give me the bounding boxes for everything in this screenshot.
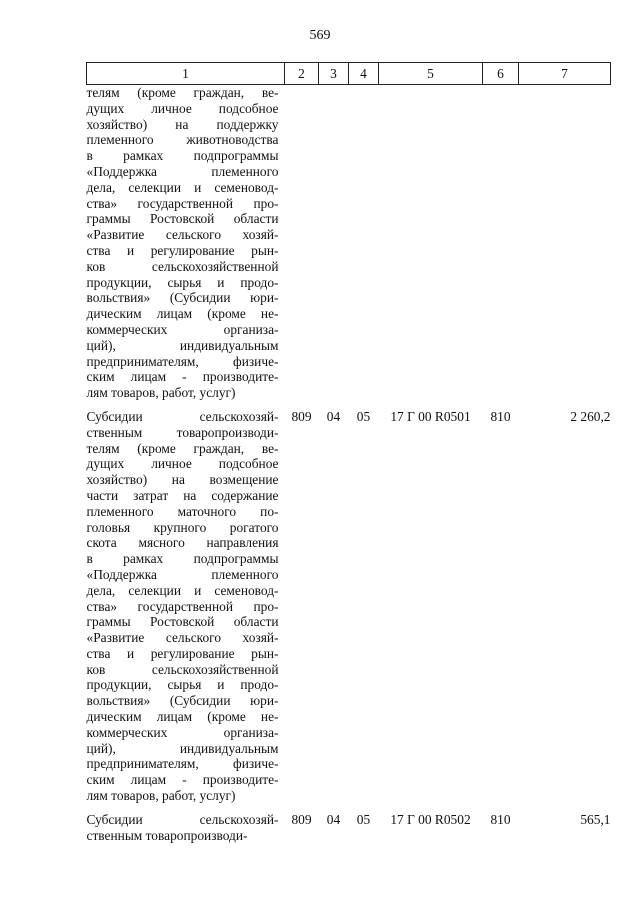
description-line: граммы Ростовской области	[86, 211, 279, 227]
cell-ministry-code	[285, 85, 319, 401]
table-row	[87, 804, 611, 844]
description-line: «Поддержка племенного	[86, 566, 279, 582]
description-line: телям (кроме граждан, ве-	[86, 440, 279, 456]
description-line: ства и регулирование рын-	[86, 242, 279, 258]
row-description	[87, 401, 285, 804]
description-line: хозяйство) на поддержку	[86, 116, 279, 132]
description-line: ским лицам - производите-	[86, 369, 279, 385]
header-col-2: 2	[285, 63, 319, 85]
header-col-7: 7	[519, 63, 611, 85]
header-col-3: 3	[319, 63, 349, 85]
description-line: лям товаров, работ, услуг)	[86, 385, 236, 401]
description-line: коммерческих организа-	[86, 724, 279, 740]
cell-target-article: 17 Г 00 R0501	[390, 408, 471, 424]
description-line: предпринимателям, физиче-	[86, 353, 279, 369]
cell-subsection: 05	[356, 811, 371, 827]
header-col-4: 4	[349, 63, 379, 85]
description-line: ства» государственной про-	[86, 195, 279, 211]
cell-ministry-code: 809	[291, 811, 312, 827]
description-line: ским лицам - производите-	[86, 772, 279, 788]
description-line: ций), индивидуальным	[86, 337, 279, 353]
cell-subsection: 05	[356, 408, 371, 424]
cell-amount: 2 260,2	[570, 408, 611, 424]
row-description	[87, 804, 285, 844]
description-line: Субсидии сельскохозяй-	[86, 811, 279, 827]
cell-amount: 565,1	[580, 811, 611, 827]
page-number: 569	[309, 28, 331, 43]
cell-expense-type: 810	[490, 811, 511, 827]
header-row	[87, 63, 611, 85]
description-line: лям товаров, работ, услуг)	[86, 788, 236, 804]
description-line: ков сельскохозяйственной	[86, 661, 279, 677]
header-col-5: 5	[379, 63, 483, 85]
description-line: продукции, сырья и продо-	[86, 677, 279, 693]
cell-expense-type	[483, 85, 519, 401]
description-line: вольствия» (Субсидии юри-	[86, 693, 279, 709]
description-line: телям (кроме граждан, ве-	[86, 85, 279, 100]
description-line: граммы Ростовской области	[86, 614, 279, 630]
description-line: ций), индивидуальным	[86, 740, 279, 756]
description-line: ственным товаропроизводи-	[86, 424, 279, 440]
cell-section	[319, 85, 349, 401]
description-line: ков сельскохозяйственной	[86, 258, 279, 274]
description-line: головья крупного рогатого	[86, 519, 279, 535]
description-line: части затрат на содержание	[86, 487, 279, 503]
description-line: предпринимателям, физиче-	[86, 756, 279, 772]
description-line: дела, селекции и семеновод-	[86, 179, 279, 195]
description-line: коммерческих организа-	[86, 321, 279, 337]
description-line: в рамках подпрограммы	[86, 148, 279, 164]
description-line: племенного маточного по-	[86, 503, 279, 519]
description-line: дела, селекции и семеновод-	[86, 582, 279, 598]
description-line: дущих личное подсобное	[86, 100, 279, 116]
description-line: «Поддержка племенного	[86, 163, 279, 179]
description-line: ственным товаропроизводи-	[86, 827, 248, 843]
description-line: Субсидии сельскохозяй-	[86, 408, 279, 424]
description-line: в рамках подпрограммы	[86, 551, 279, 567]
cell-subsection	[349, 85, 379, 401]
budget-table	[86, 62, 611, 843]
row-description	[87, 85, 285, 401]
description-line: хозяйство) на возмещение	[86, 472, 279, 488]
header-col-1: 1	[87, 63, 285, 85]
cell-ministry-code: 809	[291, 408, 312, 424]
description-line: племенного животноводства	[86, 132, 279, 148]
description-line: вольствия» (Субсидии юри-	[86, 290, 279, 306]
table-row	[87, 401, 611, 804]
description-line: дическим лицам (кроме не-	[86, 306, 279, 322]
table-row	[87, 85, 611, 401]
description-line: ства и регулирование рын-	[86, 645, 279, 661]
cell-amount	[519, 85, 611, 401]
description-line: «Развитие сельского хозяй-	[86, 227, 279, 243]
description-line: дическим лицам (кроме не-	[86, 709, 279, 725]
description-line: «Развитие сельского хозяй-	[86, 630, 279, 646]
description-line: ства» государственной про-	[86, 598, 279, 614]
cell-target-article	[379, 85, 483, 401]
description-line: дущих личное подсобное	[86, 456, 279, 472]
header-col-6: 6	[483, 63, 519, 85]
description-line: скота мясного направления	[86, 535, 279, 551]
description-line: продукции, сырья и продо-	[86, 274, 279, 290]
cell-section: 04	[326, 811, 341, 827]
cell-expense-type: 810	[490, 408, 511, 424]
cell-target-article: 17 Г 00 R0502	[390, 811, 471, 827]
cell-section: 04	[326, 408, 341, 424]
